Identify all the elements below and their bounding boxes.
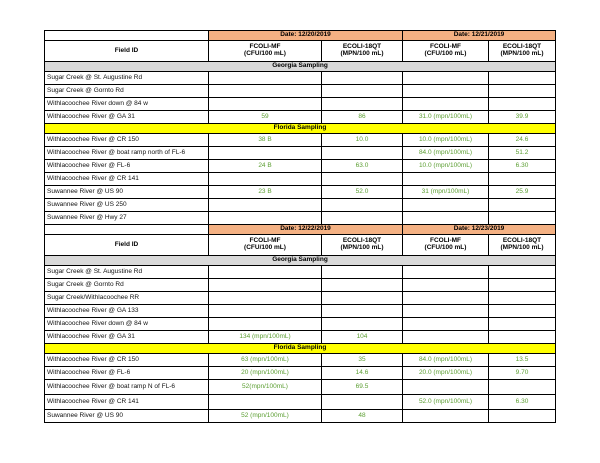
value-cell	[403, 331, 489, 344]
fcoli-header-unit: (CFU/100 mL)	[244, 50, 286, 57]
table-row	[45, 111, 556, 124]
value-cell: 25.9	[489, 186, 556, 199]
table-row	[45, 147, 556, 160]
table-row	[45, 134, 556, 147]
value-cell: 52.0 (mpn/100mL)	[403, 395, 489, 410]
site-name-cell: Withlacoochee River @ FL-6	[45, 367, 209, 380]
value-cell	[489, 292, 556, 305]
table-row	[45, 199, 556, 212]
value-cell: 24 B	[209, 160, 322, 173]
column-header-row	[45, 41, 556, 62]
value-cell	[322, 292, 403, 305]
site-name-cell: Withlacoochee River @ GA 133	[45, 305, 209, 318]
value-cell	[322, 199, 403, 212]
field-id-header: Field ID	[45, 235, 209, 256]
value-cell	[322, 212, 403, 225]
site-name-cell: Withlacoochee River @ GA 31	[45, 331, 209, 344]
ecoli-header	[322, 235, 403, 256]
value-cell	[322, 279, 403, 292]
site-name-cell: Withlacoochee River down @ 84 w	[45, 98, 209, 111]
value-cell: 13.5	[489, 354, 556, 367]
ecoli-header	[322, 41, 403, 62]
site-name-cell: Withlacoochee River @ boat ramp north of FL-6	[45, 147, 209, 160]
value-cell: 86	[322, 111, 403, 124]
value-cell	[209, 173, 322, 186]
value-cell	[209, 98, 322, 111]
table-row	[45, 160, 556, 173]
region-label: Florida Sampling	[45, 344, 556, 354]
fcoli-header	[209, 41, 322, 62]
value-cell	[322, 98, 403, 111]
value-cell: 24.6	[489, 134, 556, 147]
value-cell	[489, 266, 556, 279]
value-cell	[209, 72, 322, 85]
value-cell	[489, 173, 556, 186]
value-cell: 10.0	[322, 134, 403, 147]
table-row	[45, 410, 556, 423]
value-cell	[209, 292, 322, 305]
region-label: Georgia Sampling	[45, 62, 556, 72]
fcoli-header-name: FCOLI-MF	[429, 237, 462, 245]
sampling-table-body	[45, 31, 556, 423]
date-cell: Date: 12/21/2019	[403, 31, 556, 41]
site-name-cell: Withlacoochee River down @ 84 w	[45, 318, 209, 331]
value-cell: 134 (mpn/100mL)	[209, 331, 322, 344]
value-cell: 35	[322, 354, 403, 367]
value-cell	[489, 331, 556, 344]
fcoli-header	[209, 235, 322, 256]
date-cell: Date: 12/22/2019	[209, 225, 403, 235]
table-row	[45, 85, 556, 98]
value-cell	[403, 279, 489, 292]
value-cell	[209, 318, 322, 331]
site-name-cell: Sugar Creek/Withlacoochee RR	[45, 292, 209, 305]
value-cell: 20.0 (mpn/100mL)	[403, 367, 489, 380]
value-cell	[403, 98, 489, 111]
site-name-cell: Suwannee River @ US 90	[45, 410, 209, 423]
value-cell	[489, 98, 556, 111]
value-cell: 52 (mpn/100mL)	[209, 410, 322, 423]
table-row	[45, 212, 556, 225]
value-cell	[403, 199, 489, 212]
column-header-row	[45, 235, 556, 256]
fcoli-header-name: FCOLI-MF	[429, 43, 462, 51]
date-row	[45, 31, 556, 41]
site-name-cell: Suwannee River @ US 250	[45, 199, 209, 212]
table-row	[45, 318, 556, 331]
value-cell	[322, 85, 403, 98]
value-cell	[322, 318, 403, 331]
value-cell	[489, 410, 556, 423]
ecoli-header-name: ECOLI-18QT	[342, 43, 382, 51]
value-cell	[322, 395, 403, 410]
ecoli-header	[489, 235, 556, 256]
value-cell	[403, 173, 489, 186]
value-cell: 10.0 (mpn/100mL)	[403, 134, 489, 147]
value-cell	[209, 212, 322, 225]
value-cell: 69.5	[322, 380, 403, 395]
fcoli-header-unit: (CFU/100 mL)	[244, 244, 286, 251]
ecoli-header-name: ECOLI-18QT	[502, 237, 542, 245]
sampling-table	[44, 30, 556, 423]
region-row	[45, 344, 556, 354]
value-cell	[209, 279, 322, 292]
site-name-cell: Withlacoochee River @ GA 31	[45, 111, 209, 124]
value-cell: 59	[209, 111, 322, 124]
ecoli-header-name: ECOLI-18QT	[342, 237, 382, 245]
fcoli-header	[403, 235, 489, 256]
table-row	[45, 292, 556, 305]
site-name-cell: Suwannee River @ Hwy 27	[45, 212, 209, 225]
value-cell	[403, 305, 489, 318]
value-cell: 63 (mpn/100mL)	[209, 354, 322, 367]
table-row	[45, 305, 556, 318]
site-name-cell: Sugar Creek @ St. Augustine Rd	[45, 266, 209, 279]
value-cell	[403, 292, 489, 305]
fcoli-header-name: FCOLI-MF	[249, 43, 281, 51]
value-cell	[209, 199, 322, 212]
region-row	[45, 124, 556, 134]
value-cell	[403, 212, 489, 225]
date-row-spacer	[45, 225, 209, 235]
site-name-cell: Suwannee River @ US 90	[45, 186, 209, 199]
table-row	[45, 380, 556, 395]
value-cell	[403, 85, 489, 98]
value-cell	[322, 305, 403, 318]
value-cell: 20 (mpn/100mL)	[209, 367, 322, 380]
value-cell: 31.0 (mpn/100mL)	[403, 111, 489, 124]
value-cell	[489, 72, 556, 85]
table-row	[45, 354, 556, 367]
site-name-cell: Withlacoochee River @ CR 150	[45, 354, 209, 367]
table-row	[45, 186, 556, 199]
fcoli-header-unit: (CFU/100 mL)	[424, 244, 467, 251]
date-row	[45, 225, 556, 235]
region-label: Florida Sampling	[45, 124, 556, 134]
date-row-spacer	[45, 31, 209, 41]
region-row	[45, 256, 556, 266]
value-cell: 31 (mpn/100mL)	[403, 186, 489, 199]
value-cell	[489, 279, 556, 292]
site-name-cell: Sugar Creek @ Gornto Rd	[45, 85, 209, 98]
value-cell	[489, 212, 556, 225]
value-cell: 48	[322, 410, 403, 423]
table-row	[45, 367, 556, 380]
value-cell	[322, 72, 403, 85]
ecoli-header	[489, 41, 556, 62]
value-cell	[322, 266, 403, 279]
table-row	[45, 266, 556, 279]
date-cell: Date: 12/20/2019	[209, 31, 403, 41]
ecoli-header-name: ECOLI-18QT	[502, 43, 542, 51]
table-row	[45, 279, 556, 292]
value-cell	[403, 72, 489, 85]
value-cell	[209, 85, 322, 98]
value-cell: 6.30	[489, 395, 556, 410]
date-cell: Date: 12/23/2019	[403, 225, 556, 235]
region-label: Georgia Sampling	[45, 256, 556, 266]
ecoli-header-unit: (MPN/100 mL)	[340, 244, 384, 251]
fcoli-header-name: FCOLI-MF	[249, 237, 281, 245]
value-cell	[322, 173, 403, 186]
fcoli-header	[403, 41, 489, 62]
table-row	[45, 395, 556, 410]
value-cell: 51.2	[489, 147, 556, 160]
value-cell: 52(mpn/100mL)	[209, 380, 322, 395]
value-cell: 39.9	[489, 111, 556, 124]
value-cell: 52.0	[322, 186, 403, 199]
value-cell	[209, 305, 322, 318]
value-cell	[489, 85, 556, 98]
value-cell	[489, 318, 556, 331]
site-name-cell: Withlacoochee River @ CR 150	[45, 134, 209, 147]
value-cell	[209, 266, 322, 279]
value-cell: 10.0 (mpn/100mL)	[403, 160, 489, 173]
value-cell	[322, 147, 403, 160]
region-row	[45, 62, 556, 72]
table-row	[45, 331, 556, 344]
value-cell: 104	[322, 331, 403, 344]
value-cell	[209, 395, 322, 410]
site-name-cell: Withlacoochee River @ CR 141	[45, 173, 209, 186]
value-cell	[403, 266, 489, 279]
table-row	[45, 72, 556, 85]
site-name-cell: Withlacoochee River @ FL-6	[45, 160, 209, 173]
site-name-cell: Sugar Creek @ Gornto Rd	[45, 279, 209, 292]
value-cell	[489, 380, 556, 395]
value-cell: 84.0 (mpn/100mL)	[403, 147, 489, 160]
value-cell: 14.6	[322, 367, 403, 380]
value-cell: 6.30	[489, 160, 556, 173]
table-row	[45, 173, 556, 186]
site-name-cell: Withlacoochee River @ boat ramp N of FL-6	[45, 380, 209, 395]
ecoli-header-unit: (MPN/100 mL)	[500, 50, 544, 57]
fcoli-header-unit: (CFU/100 mL)	[424, 50, 467, 57]
ecoli-header-unit: (MPN/100 mL)	[340, 50, 384, 57]
field-id-header: Field ID	[45, 41, 209, 62]
table-row	[45, 98, 556, 111]
value-cell	[209, 147, 322, 160]
site-name-cell: Sugar Creek @ St. Augustine Rd	[45, 72, 209, 85]
value-cell: 63.0	[322, 160, 403, 173]
value-cell	[489, 305, 556, 318]
site-name-cell: Withlacoochee River @ CR 141	[45, 395, 209, 410]
value-cell: 38 B	[209, 134, 322, 147]
value-cell: 9.70	[489, 367, 556, 380]
value-cell	[403, 318, 489, 331]
value-cell: 23 B	[209, 186, 322, 199]
value-cell: 84.0 (mpn/100mL)	[403, 354, 489, 367]
value-cell	[489, 199, 556, 212]
value-cell	[403, 380, 489, 395]
ecoli-header-unit: (MPN/100 mL)	[500, 244, 544, 251]
value-cell	[403, 410, 489, 423]
